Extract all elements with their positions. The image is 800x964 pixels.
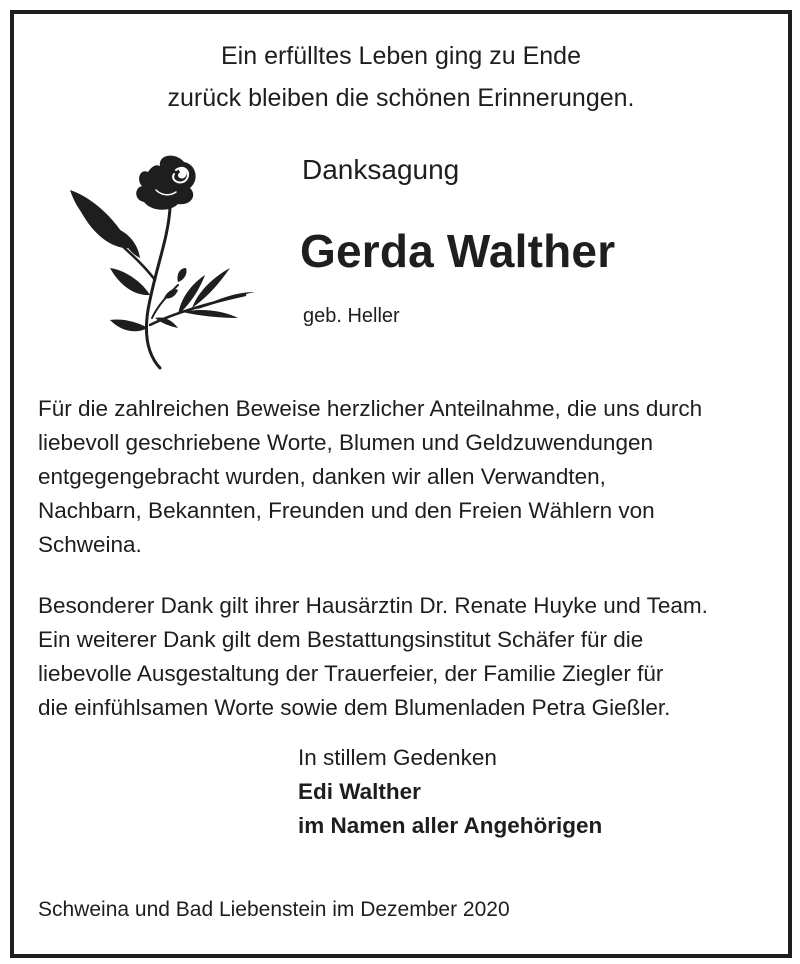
paragraph-line: Besonderer Dank gilt ihrer Hausärztin Dr. Renate Huyke und Team.	[38, 593, 708, 618]
signer-relatives: im Namen aller Angehörigen	[298, 813, 603, 838]
thanks-paragraph-2	[38, 589, 778, 725]
paragraph-line: entgegengebracht wurden, danken wir allen Verwandten,	[38, 464, 606, 489]
paragraph-line: die einfühlsamen Worte sowie dem Blumenladen Petra Gießler.	[38, 695, 671, 720]
deceased-name: Gerda Walther	[300, 225, 616, 277]
paragraph-line: Schweina.	[38, 532, 142, 557]
paragraph-line: Für die zahlreichen Beweise herzlicher Anteilnahme, die uns durch	[38, 396, 703, 421]
paragraph-line: liebevolle Ausgestaltung der Trauerfeier, der Familie Ziegler für	[38, 661, 664, 686]
place-date: Schweina und Bad Liebenstein im Dezember 2020	[38, 898, 510, 921]
paragraph-line: liebevoll geschriebene Worte, Blumen und Geldzuwendungen	[38, 430, 653, 455]
closing-block	[298, 741, 602, 843]
flower-icon	[60, 150, 260, 375]
closing-line: In stillem Gedenken	[298, 745, 497, 770]
thanks-paragraph-1	[38, 392, 778, 562]
paragraph-line: Nachbarn, Bekannten, Freunden und den Freien Wählern von	[38, 498, 655, 523]
paragraph-line: Ein weiterer Dank gilt dem Bestattungsinstitut Schäfer für die	[38, 627, 644, 652]
motto-line-1: Ein erfülltes Leben ging zu Ende	[221, 42, 581, 70]
signer-name: Edi Walther	[298, 779, 421, 804]
motto-line-2: zurück bleiben die schönen Erinnerungen.	[167, 84, 635, 112]
heading-label: Danksagung	[302, 154, 460, 185]
maiden-name: geb. Heller	[303, 305, 400, 327]
